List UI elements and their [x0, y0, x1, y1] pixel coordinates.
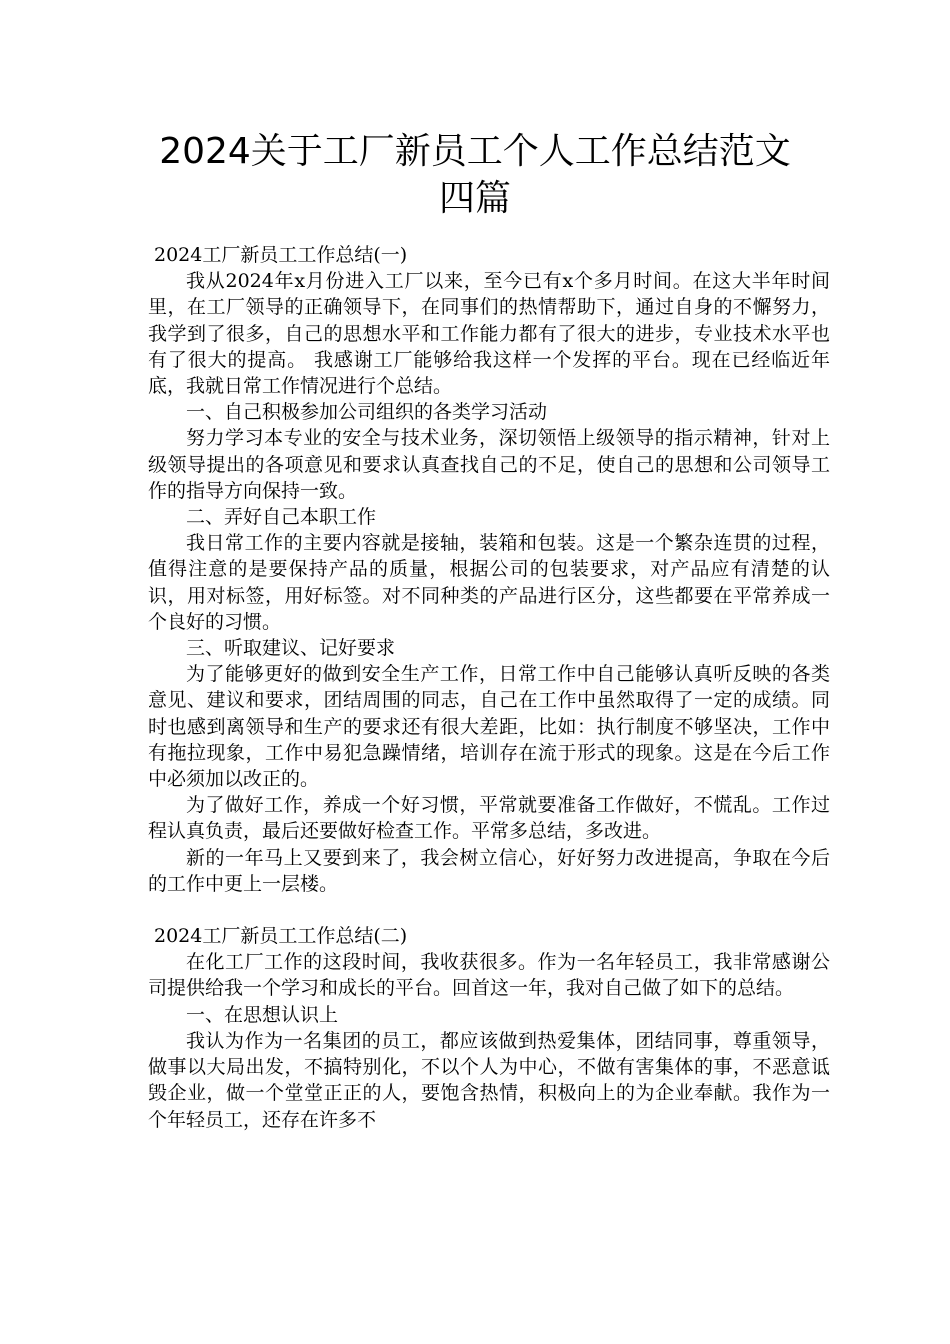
section-gap: [148, 897, 830, 923]
subheading: 二、弄好自己本职工作: [186, 506, 377, 529]
paragraph: 我认为作为一名集团的员工，都应该做到热爱集体，团结同事，尊重领导，做事以大局出发，不搞特别化，不以个人为中心，不做有害集体的事，不恶意诋毁企业，做一个堂堂正正的人，要饱含热情，积极向上的为企业奉献。我作为一个年轻员工，还存在许多不: [148, 1029, 830, 1131]
document-title-line1: 2024关于工厂新员工个人工作总结范文: [159, 131, 791, 172]
document-title-line2: 四篇: [438, 178, 511, 219]
paragraph: 新的一年马上又要到来了，我会树立信心，好好努力改进提高，争取在今后的工作中更上一层楼。: [148, 846, 830, 895]
subheading: 一、自己积极参加公司组织的各类学习活动: [186, 401, 548, 424]
section-heading-1: 2024工厂新员工工作总结(一): [154, 244, 408, 266]
paragraph: 努力学习本专业的安全与技术业务，深切领悟上级领导的指示精神，针对上级领导提出的各项意见和要求认真查找自己的不足，使自己的思想和公司领导工作的指导方向保持一致。: [148, 427, 830, 502]
section-heading-2: 2024工厂新员工工作总结(二): [154, 925, 408, 948]
paragraph: 为了做好工作，养成一个好习惯，平常就要准备工作做好，不慌乱。工作过程认真负责，最后还要做好检查工作。平常多总结，多改进。: [148, 794, 830, 843]
document-body: [148, 242, 830, 1133]
paragraph: 为了能够更好的做到安全生产工作，日常工作中自己能够认真听反映的各类意见、建议和要求，团结周围的同志，自己在工作中虽然取得了一定的成绩。同时也感到离领导和生产的要求还有很大差距，比如：执行制度不够坚决，工作中有拖拉现象，工作中易犯急躁情绪，培训存在流于形式的现象。这是在今后工作中必须加以改正的。: [148, 663, 830, 791]
paragraph: 在化工厂工作的这段时间，我收获很多。作为一名年轻员工，我非常感谢公司提供给我一个学习和成长的平台。回首这一年，我对自己做了如下的总结。: [148, 951, 830, 1000]
subheading: 一、在思想认识上: [186, 1003, 339, 1026]
subheading: 三、听取建议、记好要求: [186, 637, 396, 660]
paragraph: 我从2024年x月份进入工厂以来，至今已有x个多月时间。在这大半年时间里，在工厂领导的正确领导下，在同事们的热情帮助下，通过自身的不懈努力，我学到了很多，自己的思想水平和工作能力都有了很大的进步，专业技术水平也有了很大的提高。 我感谢工厂能够给我这样一个发挥的平台。现在已经临近年底，我就日常工作情况进行个总结。: [148, 270, 830, 398]
paragraph: 我日常工作的主要内容就是接轴，装箱和包装。这是一个繁杂连贯的过程，值得注意的是要保持产品的质量，根据公司的包装要求，对产品应有清楚的认识，用对标签，用好标签。对不同种类的产品进行区分，这些都要在平常养成一个良好的习惯。: [148, 532, 830, 633]
